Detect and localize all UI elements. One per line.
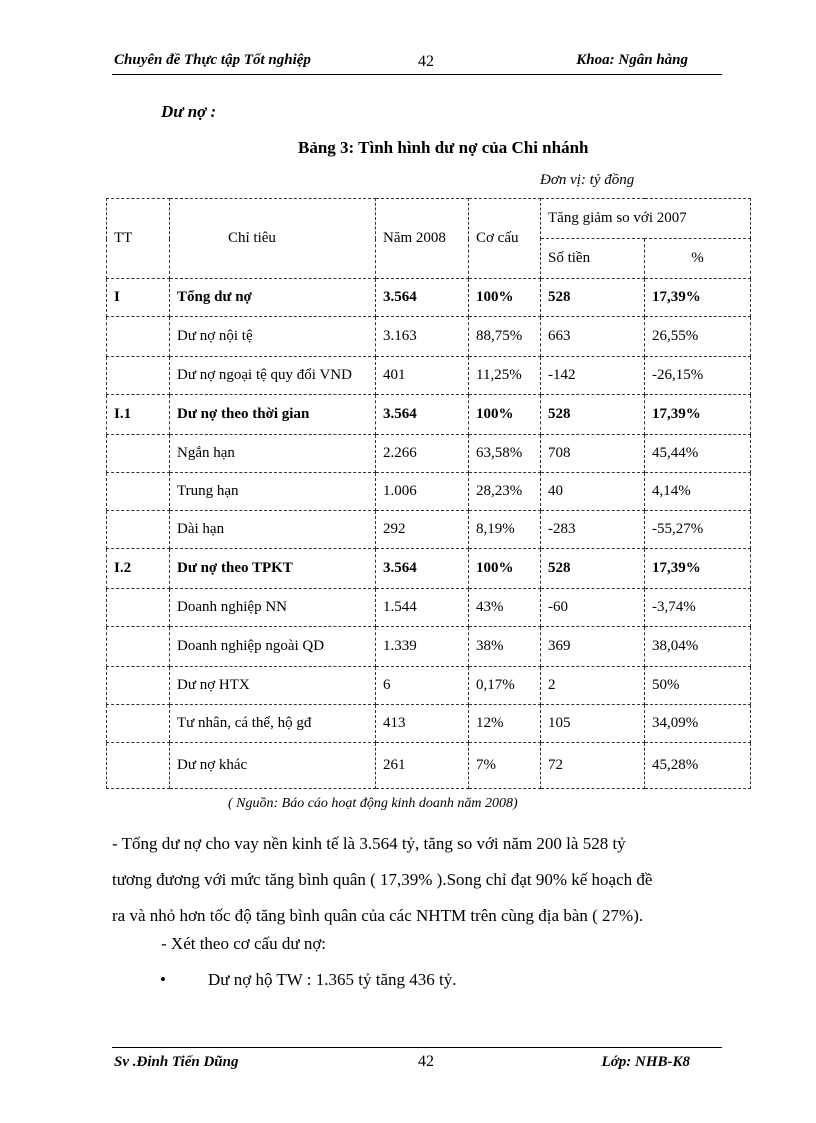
cell-name: Dài hạn bbox=[170, 511, 376, 549]
cell-pct: 17,39% bbox=[645, 279, 751, 317]
cell-pct: 17,39% bbox=[645, 549, 751, 589]
cell-name: Tổng dư nợ bbox=[170, 279, 376, 317]
header-page-number: 42 bbox=[418, 53, 434, 70]
cell-2008: 1.339 bbox=[376, 627, 469, 667]
header-pct: % bbox=[645, 239, 751, 279]
cell-tt: I.2 bbox=[107, 549, 170, 589]
paragraph-line: - Tổng dư nợ cho vay nền kinh tế là 3.564 tỷ, tăng so với năm 200 là 528 tỷ bbox=[112, 834, 626, 853]
cell-2008: 1.544 bbox=[376, 589, 469, 627]
cell-name: Doanh nghiệp NN bbox=[170, 589, 376, 627]
cell-sotien: 663 bbox=[541, 317, 645, 357]
table-row bbox=[107, 627, 751, 667]
cell-sotien: -142 bbox=[541, 357, 645, 395]
cell-tt bbox=[107, 589, 170, 627]
header-tanggiam: Tăng giảm so với 2007 bbox=[541, 199, 751, 239]
body-paragraph bbox=[112, 826, 722, 934]
page-header bbox=[112, 52, 722, 75]
cell-sotien: 369 bbox=[541, 627, 645, 667]
cell-pct: -55,27% bbox=[645, 511, 751, 549]
cell-sotien: 72 bbox=[541, 743, 645, 789]
table-row bbox=[107, 279, 751, 317]
cell-2008: 413 bbox=[376, 705, 469, 743]
cell-name: Dư nợ ngoại tệ quy đổi VND bbox=[170, 357, 376, 395]
cell-tt: I bbox=[107, 279, 170, 317]
table-row bbox=[107, 473, 751, 511]
cell-tt bbox=[107, 473, 170, 511]
cell-2008: 3.564 bbox=[376, 279, 469, 317]
cell-pct: -26,15% bbox=[645, 357, 751, 395]
cell-cocau: 11,25% bbox=[469, 357, 541, 395]
cell-2008: 3.564 bbox=[376, 395, 469, 435]
bullet-text: Dư nợ hộ TW : 1.365 tỷ tăng 436 tỷ. bbox=[208, 970, 457, 989]
cell-name: Dư nợ theo thời gian bbox=[170, 395, 376, 435]
table-row bbox=[107, 743, 751, 789]
cell-pct: 45,44% bbox=[645, 435, 751, 473]
bullet-icon: • bbox=[160, 970, 166, 989]
cell-tt bbox=[107, 435, 170, 473]
cell-sotien: 105 bbox=[541, 705, 645, 743]
page-footer bbox=[112, 1047, 722, 1074]
cell-name: Dư nợ HTX bbox=[170, 667, 376, 705]
table-row bbox=[107, 317, 751, 357]
sub-heading: - Xét theo cơ cấu dư nợ: bbox=[161, 934, 327, 953]
section-label: Dư nợ : bbox=[161, 102, 217, 121]
source-note: ( Nguồn: Báo cáo hoạt động kinh doanh năm 2008) bbox=[228, 796, 518, 811]
table-row bbox=[107, 435, 751, 473]
cell-cocau: 8,19% bbox=[469, 511, 541, 549]
cell-sotien: 2 bbox=[541, 667, 645, 705]
table-row bbox=[107, 511, 751, 549]
cell-name: Trung hạn bbox=[170, 473, 376, 511]
table-row bbox=[107, 667, 751, 705]
cell-2008: 6 bbox=[376, 667, 469, 705]
footer-page-number: 42 bbox=[418, 1053, 434, 1070]
cell-2008: 401 bbox=[376, 357, 469, 395]
cell-cocau: 100% bbox=[469, 395, 541, 435]
cell-name: Dư nợ khác bbox=[170, 743, 376, 789]
cell-sotien: 528 bbox=[541, 279, 645, 317]
table-row bbox=[107, 357, 751, 395]
table-row bbox=[107, 395, 751, 435]
cell-pct: 45,28% bbox=[645, 743, 751, 789]
cell-2008: 3.163 bbox=[376, 317, 469, 357]
cell-sotien: 528 bbox=[541, 395, 645, 435]
cell-name: Dư nợ theo TPKT bbox=[170, 549, 376, 589]
cell-cocau: 43% bbox=[469, 589, 541, 627]
cell-name: Doanh nghiệp ngoài QD bbox=[170, 627, 376, 667]
cell-2008: 3.564 bbox=[376, 549, 469, 589]
cell-name: Dư nợ nội tệ bbox=[170, 317, 376, 357]
cell-cocau: 12% bbox=[469, 705, 541, 743]
footer-author: Sv .Đinh Tiến Dũng bbox=[114, 1054, 239, 1070]
table-row bbox=[107, 589, 751, 627]
cell-pct: 17,39% bbox=[645, 395, 751, 435]
header-cocau: Cơ cấu bbox=[469, 199, 541, 279]
cell-tt bbox=[107, 511, 170, 549]
cell-cocau: 100% bbox=[469, 549, 541, 589]
header-department: Khoa: Ngân hàng bbox=[576, 52, 688, 68]
cell-sotien: 528 bbox=[541, 549, 645, 589]
header-nam2008: Năm 2008 bbox=[376, 199, 469, 279]
table-title: Bảng 3: Tình hình dư nợ của Chi nhánh bbox=[298, 138, 589, 157]
cell-tt bbox=[107, 743, 170, 789]
header-tt: TT bbox=[107, 199, 170, 279]
cell-pct: 38,04% bbox=[645, 627, 751, 667]
cell-pct: 34,09% bbox=[645, 705, 751, 743]
cell-name: Ngắn hạn bbox=[170, 435, 376, 473]
cell-cocau: 88,75% bbox=[469, 317, 541, 357]
cell-name: Tư nhân, cá thể, hộ gđ bbox=[170, 705, 376, 743]
cell-tt bbox=[107, 627, 170, 667]
paragraph-line: tương đương với mức tăng bình quân ( 17,39% ).Song chỉ đạt 90% kế hoạch đề bbox=[112, 870, 653, 889]
cell-cocau: 7% bbox=[469, 743, 541, 789]
cell-cocau: 28,23% bbox=[469, 473, 541, 511]
cell-sotien: -60 bbox=[541, 589, 645, 627]
cell-sotien: -283 bbox=[541, 511, 645, 549]
cell-tt bbox=[107, 357, 170, 395]
cell-2008: 1.006 bbox=[376, 473, 469, 511]
cell-tt: I.1 bbox=[107, 395, 170, 435]
cell-tt bbox=[107, 317, 170, 357]
cell-sotien: 40 bbox=[541, 473, 645, 511]
footer-class: Lớp: NHB-K8 bbox=[601, 1054, 690, 1070]
debt-table bbox=[106, 198, 751, 789]
cell-pct: 26,55% bbox=[645, 317, 751, 357]
cell-2008: 292 bbox=[376, 511, 469, 549]
cell-pct: -3,74% bbox=[645, 589, 751, 627]
cell-pct: 4,14% bbox=[645, 473, 751, 511]
header-title: Chuyên đề Thực tập Tốt nghiệp bbox=[114, 52, 311, 68]
cell-tt bbox=[107, 667, 170, 705]
header-chitieu: Chỉ tiêu bbox=[170, 199, 376, 279]
cell-cocau: 100% bbox=[469, 279, 541, 317]
paragraph-line: ra và nhỏ hơn tốc độ tăng bình quân của các NHTM trên cùng địa bàn ( 27%). bbox=[112, 906, 644, 925]
cell-pct: 50% bbox=[645, 667, 751, 705]
unit-note: Đơn vị: tỷ đồng bbox=[540, 172, 635, 188]
header-sotien: Số tiền bbox=[541, 239, 645, 279]
cell-sotien: 708 bbox=[541, 435, 645, 473]
cell-cocau: 63,58% bbox=[469, 435, 541, 473]
cell-2008: 261 bbox=[376, 743, 469, 789]
cell-tt bbox=[107, 705, 170, 743]
table-row bbox=[107, 705, 751, 743]
table-row bbox=[107, 549, 751, 589]
cell-cocau: 0,17% bbox=[469, 667, 541, 705]
cell-2008: 2.266 bbox=[376, 435, 469, 473]
cell-cocau: 38% bbox=[469, 627, 541, 667]
